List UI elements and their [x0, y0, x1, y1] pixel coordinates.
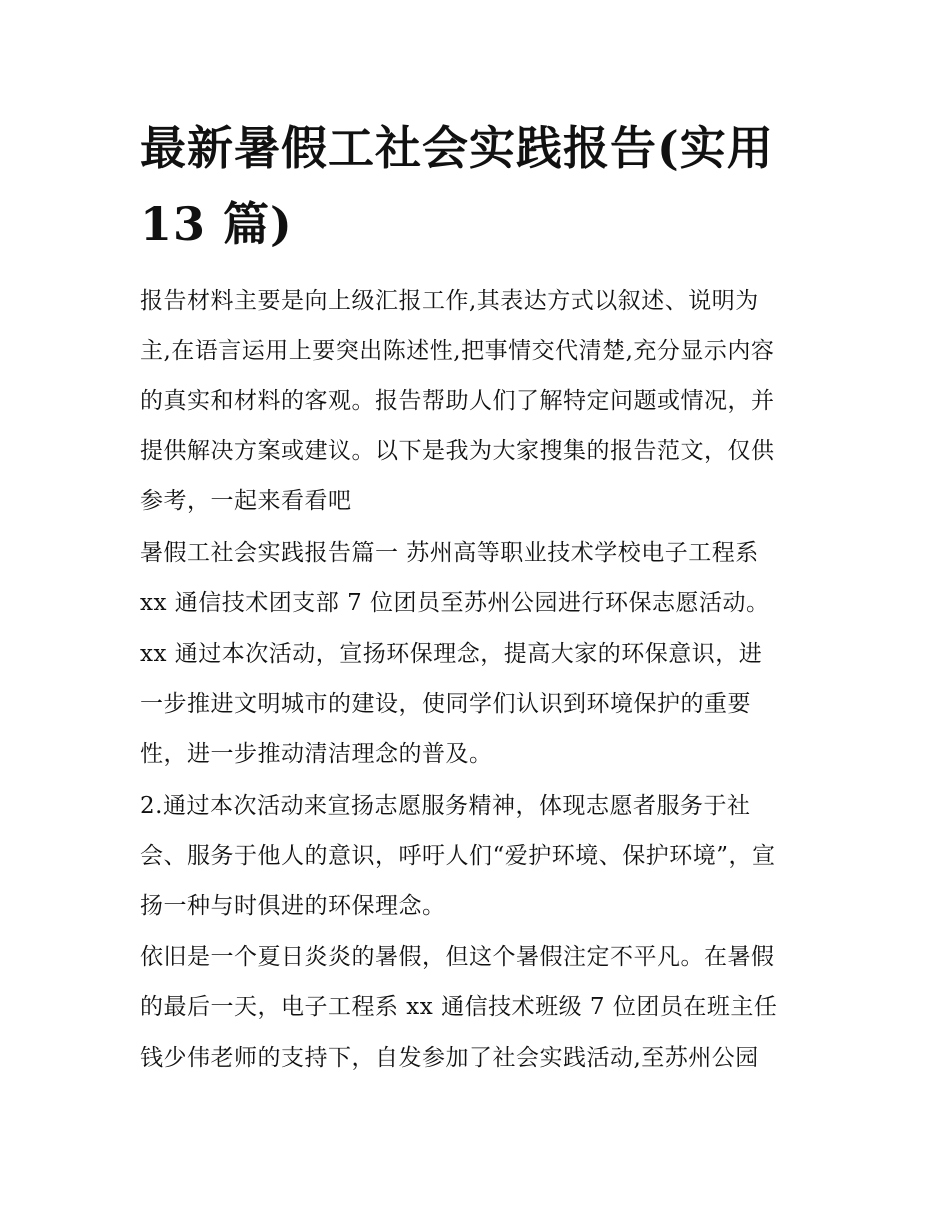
- body-line: xx 通过本次活动，宣扬环保理念，提高大家的环保意识，进: [140, 641, 763, 667]
- body-line: 提供解决方案或建议。以下是我为大家搜集的报告范文，仅供: [140, 438, 775, 464]
- body-line: 的真实和材料的客观。报告帮助人们了解特定问题或情况，并: [140, 388, 775, 414]
- section-heading-line: 暑假工社会实践报告篇一 苏州高等职业技术学校电子工程系: [140, 540, 759, 566]
- title-line-2: 13 篇): [140, 197, 293, 251]
- body-line: 报告材料主要是向上级汇报工作,其表达方式以叙述、说明为: [140, 288, 759, 314]
- body-line: 会、服务于他人的意识，呼吁人们“爱护环境、保护环境”，宣: [140, 843, 776, 869]
- document-title: [140, 110, 820, 262]
- body-line: 一步推进文明城市的建设，使同学们认识到环境保护的重要: [140, 691, 751, 717]
- body-line: 扬一种与时俱进的环保理念。: [140, 893, 446, 919]
- body-line: 依旧是一个夏日炎炎的暑假，但这个暑假注定不平凡。在暑假: [140, 944, 775, 970]
- body-line: 性，进一步推动清洁理念的普及。: [140, 741, 493, 767]
- title-line-1: 最新暑假工社会实践报告(实用: [140, 121, 774, 175]
- body-line: 的最后一天，电子工程系 xx 通信技术班级 7 位团员在班主任: [140, 994, 778, 1020]
- body-line: 钱少伟老师的支持下，自发参加了社会实践活动,至苏州公园: [140, 1045, 759, 1071]
- body-line: 参考，一起来看看吧: [140, 488, 352, 514]
- body-line: xx 通信技术团支部 7 位团员至苏州公园进行环保志愿活动。: [140, 590, 770, 616]
- body-line: 2.通过本次活动来宣扬志愿服务精神，体现志愿者服务于社: [140, 793, 751, 819]
- body-line: 主,在语言运用上要突出陈述性,把事情交代清楚,充分显示内容: [140, 338, 775, 364]
